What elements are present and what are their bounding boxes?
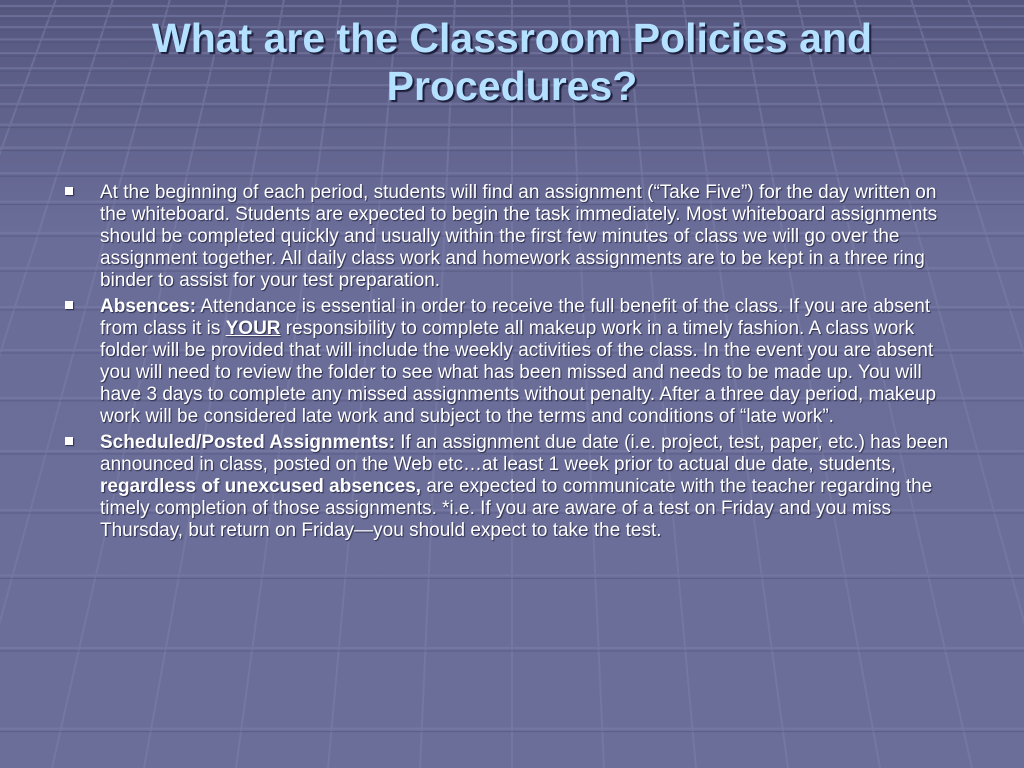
bullet-text: are expected to communicate with the teacher regarding the timely completion of those assignments. *i.e. If you are aware of a test on Friday and you miss Thursday, but return on Friday—you should expect to take the test. (100, 476, 933, 541)
slide-body (60, 182, 966, 546)
square-bullet-icon (65, 187, 73, 195)
list-item (60, 182, 966, 292)
bullet-text: Attendance is essential in order to receive the full benefit of the class. If you are absent from class it is (100, 296, 931, 339)
square-bullet-icon (65, 301, 73, 309)
bullet-heading: Scheduled/Posted Assignments: (100, 432, 395, 453)
bullet-text: At the beginning of each period, students will find an assignment (“Take Five”) for the day written on the whiteboard. Students are expected to begin the task immediately. Most whiteboard assignments should be completed quickly and usually within the first few minutes of class we will go over the assignment together. All daily class work and homework assignments are to be kept in a three ring binder to assist for your test preparation. (100, 182, 938, 291)
bullet-list (60, 182, 966, 542)
bullet-text: If an assignment due date (i.e. project, test, paper, etc.) has been announced in class, posted on the Web etc…at least 1 week prior to actual due date, students, (100, 432, 949, 475)
square-bullet-icon (65, 437, 73, 445)
list-item (60, 432, 966, 542)
emphasis-text: regardless of unexcused absences, (100, 476, 422, 497)
emphasis-text: YOUR (225, 318, 281, 339)
bullet-text: responsibility to complete all makeup work in a timely fashion. A class work folder will be provided that will include the weekly activities of the class. In the event you are absent you will need to review the folder to see what has been missed and needs to be made up. You will have 3 days to complete any missed assignments without penalty. After a three day period, makeup work will be considered late work and subject to the terms and conditions of “late work”. (100, 318, 937, 427)
list-item (60, 296, 966, 428)
slide-title: What are the Classroom Policies and Procedures? (152, 15, 872, 109)
bullet-heading: Absences: (100, 296, 197, 317)
